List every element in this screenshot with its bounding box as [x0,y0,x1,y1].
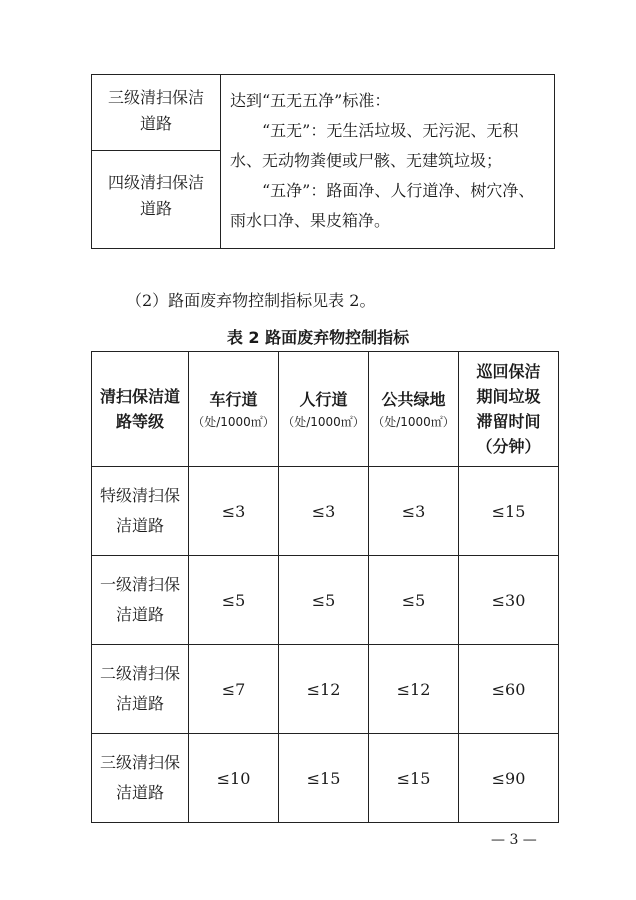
value-cell: ≤30 [459,556,559,645]
value-cell: ≤60 [459,645,559,734]
value-cell: ≤10 [189,734,279,823]
level-cell-quaternary [92,170,220,222]
header-title-line: 公共绿地 [381,390,446,409]
table-row [92,645,559,734]
level-line: 三级清扫保 [99,753,180,772]
value-cell: ≤15 [369,734,459,823]
value-cell: ≤3 [279,467,369,556]
table-header-row [92,352,559,467]
table-divider-horizontal [92,150,220,151]
level-line: 洁道路 [115,694,164,713]
level-cell-tertiary [92,85,220,137]
table-caption: 表 2 路面废弃物控制指标 [226,328,410,347]
header-retention-time [459,352,559,467]
table-row [92,734,559,823]
header-road-level [92,352,189,467]
value-cell: ≤5 [279,556,369,645]
header-roadway [189,352,279,467]
level-label-line: 三级清扫保洁 [107,88,204,107]
level-line: 洁道路 [115,783,164,802]
value-cell: ≤5 [189,556,279,645]
header-unit: （处/1000㎡） [372,415,455,429]
header-green-space [369,352,459,467]
value-cell: ≤3 [369,467,459,556]
level-line: 洁道路 [115,516,164,535]
waste-control-table [91,351,559,823]
header-title-line: 巡回保洁 [476,362,541,381]
value-cell: ≤15 [459,467,559,556]
standards-table [91,74,555,249]
level-line: 一级清扫保 [99,575,180,594]
header-title-line: 期间垃圾 [476,387,541,406]
level-line: 特级清扫保 [99,486,180,505]
level-line: 洁道路 [115,605,164,624]
row-level-cell [92,556,189,645]
description-line: 水、无动物粪便或尸骸、无建筑垃圾； [230,151,503,170]
description-line: “五净”：路面净、人行道净、树穴净、 [262,181,535,200]
header-unit: （处/1000㎡） [192,415,275,429]
header-title-line: 人行道 [299,390,348,409]
header-sidewalk [279,352,369,467]
value-cell: ≤15 [279,734,369,823]
header-title-line: （分钟） [476,437,541,456]
value-cell: ≤12 [369,645,459,734]
row-level-cell [92,734,189,823]
description-line: “五无”：无生活垃圾、无污泥、无积 [262,121,519,140]
header-title-line: 清扫保洁道 [99,387,180,406]
value-cell: ≤3 [189,467,279,556]
page-number: — 3 — [491,832,537,848]
table-divider-vertical [220,75,221,248]
header-title-line: 路等级 [115,412,164,431]
level-label-line: 道路 [139,114,172,133]
header-title-line: 车行道 [209,390,258,409]
row-level-cell [92,645,189,734]
level-label-line: 四级清扫保洁 [107,173,204,192]
table-row [92,556,559,645]
description-line: 达到“五无五净”标准： [230,91,391,110]
header-title-line: 滞留时间 [476,412,541,431]
row-level-cell [92,467,189,556]
value-cell: ≤7 [189,645,279,734]
table-row [92,467,559,556]
header-unit: （处/1000㎡） [282,415,365,429]
value-cell: ≤12 [279,645,369,734]
description-line: 雨水口净、果皮箱净。 [230,211,391,230]
standard-description [230,86,534,236]
level-line: 二级清扫保 [99,664,180,683]
body-paragraph: （2）路面废弃物控制指标见表 2。 [126,291,376,310]
value-cell: ≤90 [459,734,559,823]
value-cell: ≤5 [369,556,459,645]
level-label-line: 道路 [139,199,172,218]
